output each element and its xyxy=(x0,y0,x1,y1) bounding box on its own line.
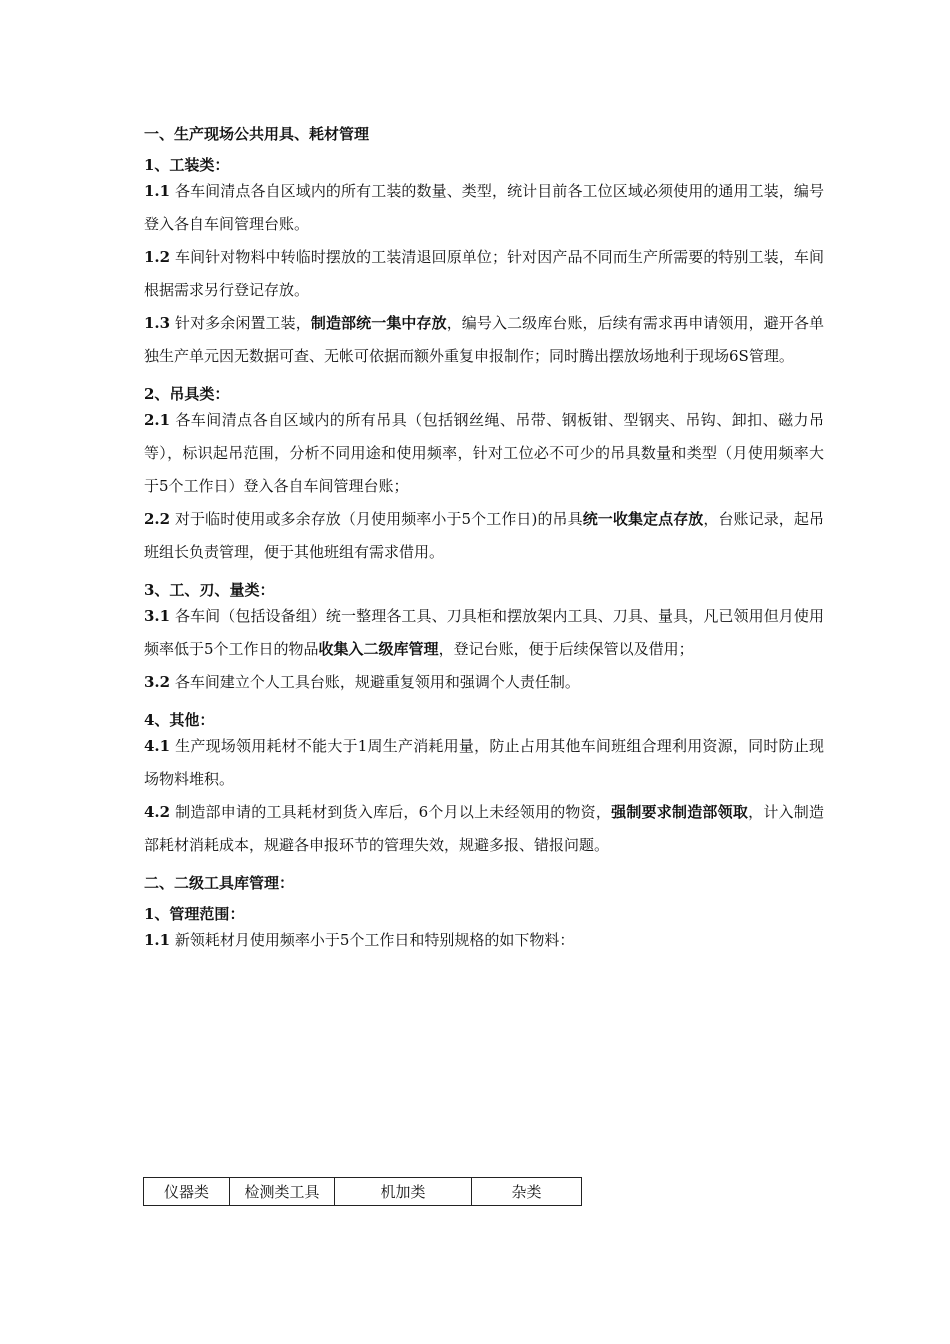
category-table xyxy=(143,1177,582,1206)
item-number: 4.1 xyxy=(144,737,171,755)
item-number: 2.1 xyxy=(144,411,171,429)
item-text: ，计入制造部耗材消耗成本，规避各申报环节的管理失效，规避多报、错报问题。 xyxy=(144,803,824,854)
subsection-heading: 1、管理范围： xyxy=(144,905,245,923)
item-emphasis: 收集入二级库管理 xyxy=(318,640,439,658)
item-text: 制造部申请的工具耗材到货入库后，6个月以上未经领用的物资， xyxy=(175,803,612,821)
subsection-heading: 1、工装类： xyxy=(144,156,230,174)
paragraph xyxy=(144,666,824,699)
document-body xyxy=(144,124,824,957)
item-text: 车间针对物料中转临时摆放的工装清退回原单位；针对因产品不同而生产所需要的特别工装，车间根据需求另行登记存放。 xyxy=(144,248,824,299)
item-emphasis: 制造部统一集中存放 xyxy=(310,314,447,332)
paragraph xyxy=(144,307,824,373)
paragraph xyxy=(144,175,824,241)
subsection-heading: 4、其他： xyxy=(144,711,215,729)
item-number: 3.1 xyxy=(144,607,171,625)
item-text: ，编号入二级库台账，后续有需求再申请领用，避开各单独生产单元因无数据可查、无帐可依据而额外重复申报制作；同时腾出摆放场地利于现场6S管理。 xyxy=(144,314,824,365)
paragraph xyxy=(144,241,824,307)
subsection-heading: 3、工、刃、量类： xyxy=(144,581,275,599)
item-text: ，登记台账，便于后续保管以及借用； xyxy=(438,640,694,658)
paragraph xyxy=(144,730,824,796)
item-number: 3.2 xyxy=(144,673,171,691)
item-number: 4.2 xyxy=(144,803,171,821)
table-cell: 机加类 xyxy=(335,1178,472,1206)
paragraph xyxy=(144,600,824,666)
paragraph xyxy=(144,404,824,503)
item-emphasis: 统一收集定点存放 xyxy=(582,510,704,528)
item-text: 针对多余闲置工装， xyxy=(174,314,311,332)
section-heading: 二、二级工具库管理： xyxy=(144,874,295,892)
item-text: 新领耗材月使用频率小于5个工作日和特别规格的如下物料： xyxy=(174,931,575,949)
item-number: 1.2 xyxy=(144,248,171,266)
item-text: ，台账记录，起吊班组长负责管理，便于其他班组有需求借用。 xyxy=(144,510,824,561)
item-number: 2.2 xyxy=(144,510,171,528)
item-text: 各车间清点各自区域内的所有工装的数量、类型，统计目前各工位区域必须使用的通用工装，编号登入各自车间管理台账。 xyxy=(144,182,824,233)
item-emphasis: 强制要求制造部领取 xyxy=(611,803,749,821)
item-text: 生产现场领用耗材不能大于1周生产消耗用量，防止占用其他车间班组合理利用资源，同时防止现场物料堆积。 xyxy=(144,737,824,788)
item-number: 1.1 xyxy=(144,931,171,949)
table-cell: 检测类工具 xyxy=(230,1178,335,1206)
item-text: 各车间清点各自区域内的所有吊具（包括钢丝绳、吊带、钢板钳、型钢夹、吊钩、卸扣、磁力吊等），标识起吊范围，分析不同用途和使用频率，针对工位必不可少的吊具数量和类型（月使用频率大于5个工作日）登入各自车间管理台账； xyxy=(144,411,824,495)
subsection-heading: 2、吊具类： xyxy=(144,385,230,403)
item-number: 1.3 xyxy=(144,314,171,332)
item-number: 1.1 xyxy=(144,182,171,200)
item-text: 各车间（包括设备组）统一整理各工具、刀具柜和摆放架内工具、刀具、量具，凡已领用但月使用频率低于5个工作日的物品 xyxy=(144,607,824,658)
paragraph xyxy=(144,503,824,569)
paragraph xyxy=(144,924,824,957)
table-cell: 杂类 xyxy=(472,1178,582,1206)
item-text: 对于临时使用或多余存放（月使用频率小于5个工作日)的吊具 xyxy=(174,510,583,528)
paragraph xyxy=(144,796,824,862)
item-text: 各车间建立个人工具台账，规避重复领用和强调个人责任制。 xyxy=(174,673,580,691)
table-cell: 仪器类 xyxy=(144,1178,230,1206)
section-heading: 一、生产现场公共用具、耗材管理 xyxy=(144,125,370,143)
table-row xyxy=(144,1178,582,1206)
